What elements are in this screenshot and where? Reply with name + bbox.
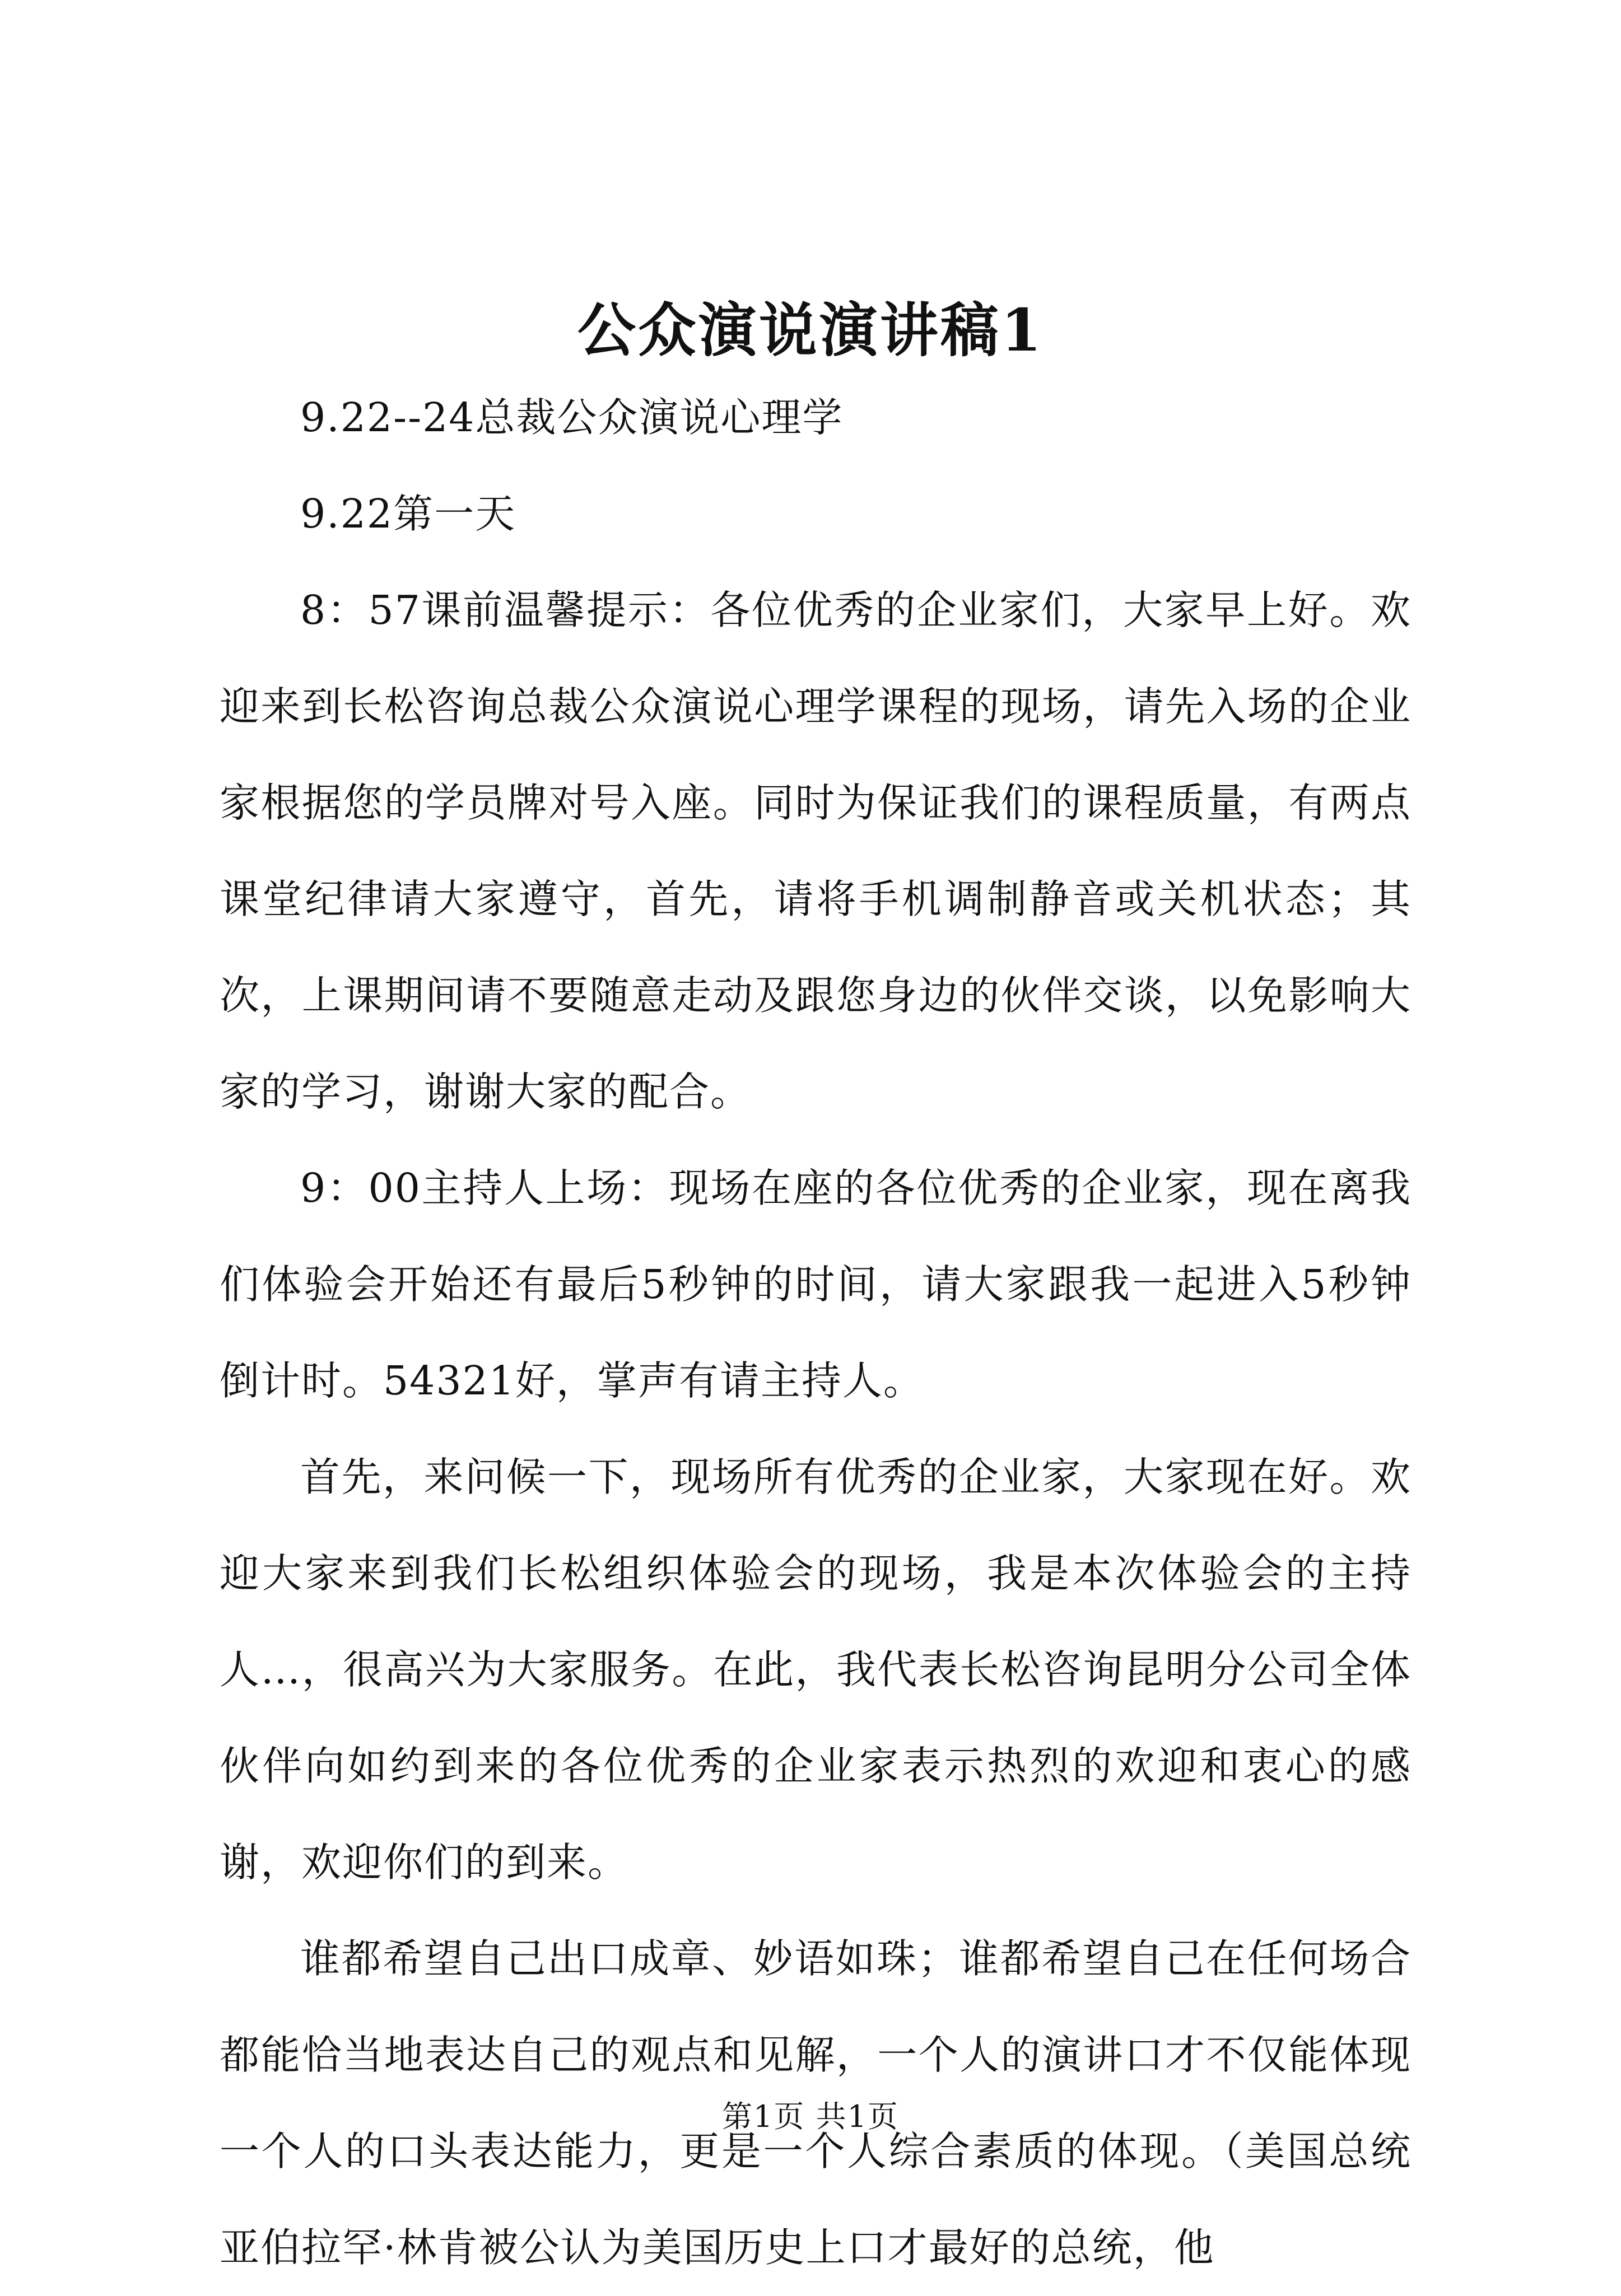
document-body — [220, 370, 1412, 2296]
paragraph-pre-class-notice: 8：57课前温馨提示：各位优秀的企业家们，大家早上好。欢迎来到长松咨询总裁公众演说心理学课程的现场，请先入场的企业家根据您的学员牌对号入座。同时为保证我们的课程质量，有两点课堂纪律请大家遵守，首先，请将手机调制静音或关机状态；其次，上课期间请不要随意走动及跟您身边的伙伴交谈，以免影响大家的学习，谢谢大家的配合。 — [220, 587, 1412, 1115]
paragraph-host-entrance: 9：00主持人上场：现场在座的各位优秀的企业家，现在离我们体验会开始还有最后5秒钟的时间，请大家跟我一起进入5秒钟倒计时。54321好，掌声有请主持人。 — [220, 1165, 1412, 1404]
paragraph-host-greeting: 首先，来问候一下，现场所有优秀的企业家，大家现在好。欢迎大家来到我们长松组织体验会的现场，我是本次体验会的主持人…，很高兴为大家服务。在此，我代表长松咨询昆明分公司全体伙伴向如约到来的各位优秀的企业家表示热烈的欢迎和衷心的感谢，欢迎你们的到来。 — [220, 1454, 1412, 1886]
paragraph-speech-skills: 谁都希望自己出口成章、妙语如珠；谁都希望自己在任何场合都能恰当地表达自己的观点和见解，一个人的演讲口才不仅能体现一个人的口头表达能力，更是一个人综合素质的体现。（美国总统亚伯拉罕·林肯被公认为美国历史上口才最好的总统，他 — [220, 1935, 1412, 2271]
document-title: 公众演说演讲稿1 — [577, 296, 1044, 365]
page-number-footer: 第1页 共1页 — [722, 2099, 899, 2134]
paragraph-day-one: 9.22第一天 — [300, 491, 516, 537]
paragraph-course-dates: 9.22--24总裁公众演说心理学 — [300, 394, 844, 441]
